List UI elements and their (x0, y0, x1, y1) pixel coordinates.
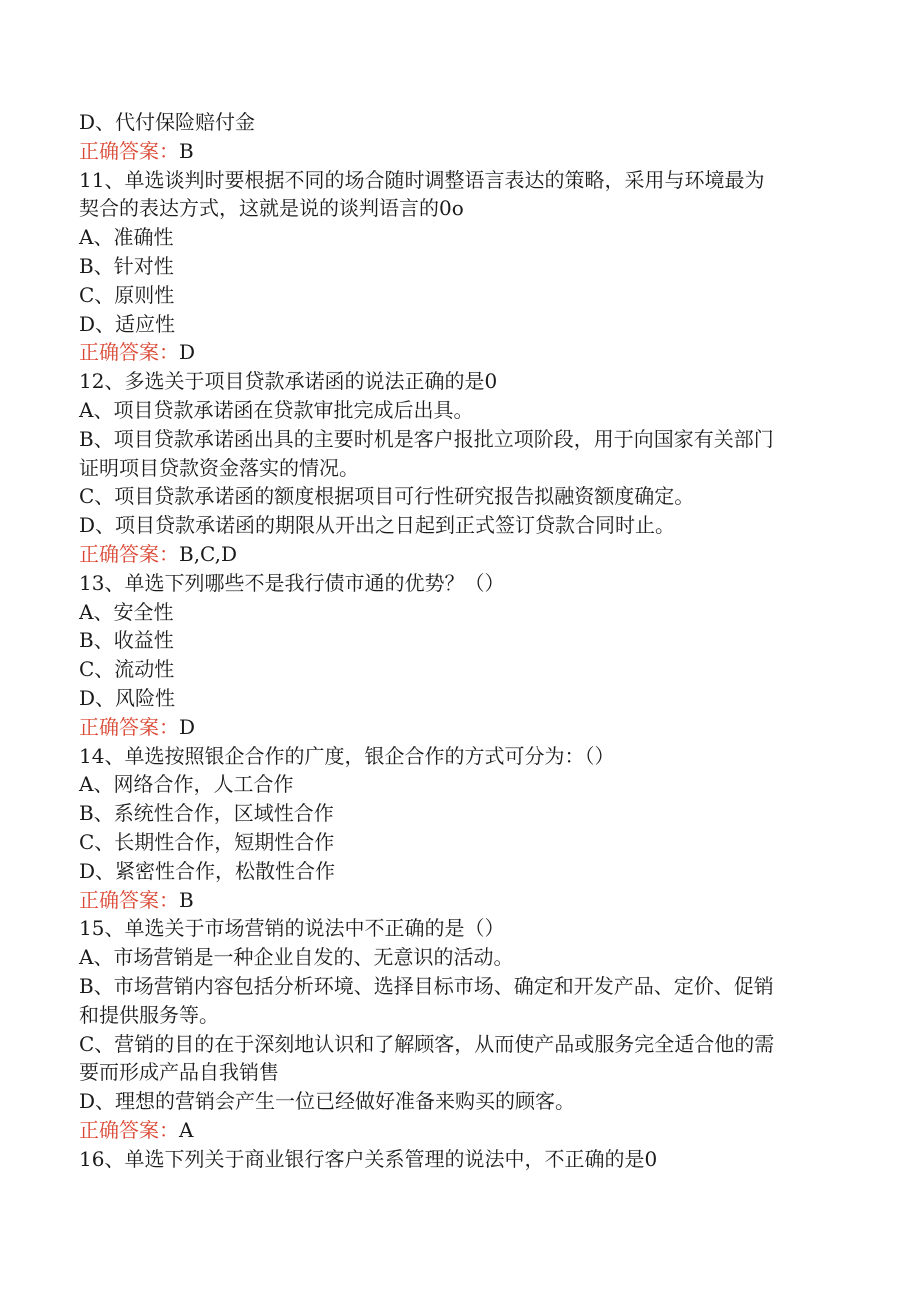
answer-line (79, 1116, 839, 1145)
text-line: 15、单选关于市场营销的说法中不正确的是（） (79, 916, 505, 941)
answer-value: D (179, 340, 196, 365)
text-line: 证明项目贷款资金落实的情况。 (79, 455, 359, 480)
text-line: A、项目贷款承诺函在贷款审批完成后出具。 (79, 397, 474, 422)
text-line: 11、单选谈判时要根据不同的场合随时调整语言表达的策略，采用与环境最为 (79, 167, 765, 192)
answer-line (79, 137, 839, 166)
answer-label: 正确答案： (79, 138, 179, 163)
answer-label: 正确答案： (79, 541, 179, 566)
answer-value: B (179, 887, 194, 912)
answer-value: A (179, 1117, 194, 1142)
text-line: 要而形成产品自我销售 (79, 1060, 279, 1085)
text-line: D、理想的营销会产生一位已经做好准备来购买的顾客。 (79, 1089, 576, 1114)
text-line: 契合的表达方式，这就是说的谈判语言的0o (79, 196, 464, 221)
answer-line (79, 713, 839, 742)
text-line: A、网络合作，人工合作 (79, 772, 294, 797)
text-line: D、代付保险赔付金 (79, 110, 256, 134)
answer-value: D (179, 714, 196, 739)
text-line: C、原则性 (79, 282, 175, 307)
answer-line (79, 886, 839, 915)
answer-label: 正确答案： (79, 887, 179, 912)
text-line: A、安全性 (79, 599, 174, 624)
text-line: B、收益性 (79, 628, 174, 653)
text-line: 12、多选关于项目贷款承诺函的说法正确的是0 (79, 369, 498, 394)
text-line: 14、单选按照银企合作的广度，银企合作的方式可分为：（） (79, 743, 615, 768)
text-line: C、流动性 (79, 657, 175, 682)
answer-line (79, 540, 839, 569)
text-line: B、项目贷款承诺函出具的主要时机是客户报批立项阶段，用于向国家有关部门 (79, 426, 774, 451)
text-line: D、适应性 (79, 311, 176, 336)
answer-label: 正确答案： (79, 340, 179, 365)
text-line: C、营销的目的在于深刻地认识和了解顾客，从而使产品或服务完全适合他的需 (79, 1031, 775, 1056)
answer-label: 正确答案： (79, 714, 179, 739)
document-body (79, 108, 839, 1173)
answer-line (79, 338, 839, 367)
answer-value: B,C,D (179, 541, 238, 566)
text-line: D、紧密性合作，松散性合作 (79, 858, 336, 883)
text-line: A、市场营销是一种企业自发的、无意识的活动。 (79, 945, 514, 970)
text-line: B、系统性合作，区域性合作 (79, 801, 334, 826)
text-line: 和提供服务等。 (79, 1002, 219, 1027)
answer-label: 正确答案： (79, 1117, 179, 1142)
text-line: B、针对性 (79, 253, 174, 278)
text-line: C、项目贷款承诺函的额度根据项目可行性研究报告拟融资额度确定。 (79, 484, 695, 509)
text-line: B、市场营销内容包括分析环境、选择目标市场、确定和开发产品、定价、促销 (79, 973, 774, 998)
text-line: 13、单选下列哪些不是我行债市通的优势？（） (79, 570, 505, 595)
text-line: 16、单选下列关于商业银行客户关系管理的说法中，不正确的是0 (79, 1146, 658, 1171)
text-line: C、长期性合作，短期性合作 (79, 829, 335, 854)
text-line: D、风险性 (79, 685, 176, 710)
text-line: A、准确性 (79, 225, 174, 250)
answer-value: B (179, 138, 194, 163)
text-line: D、项目贷款承诺函的期限从开出之日起到正式签订贷款合同时止。 (79, 513, 676, 538)
